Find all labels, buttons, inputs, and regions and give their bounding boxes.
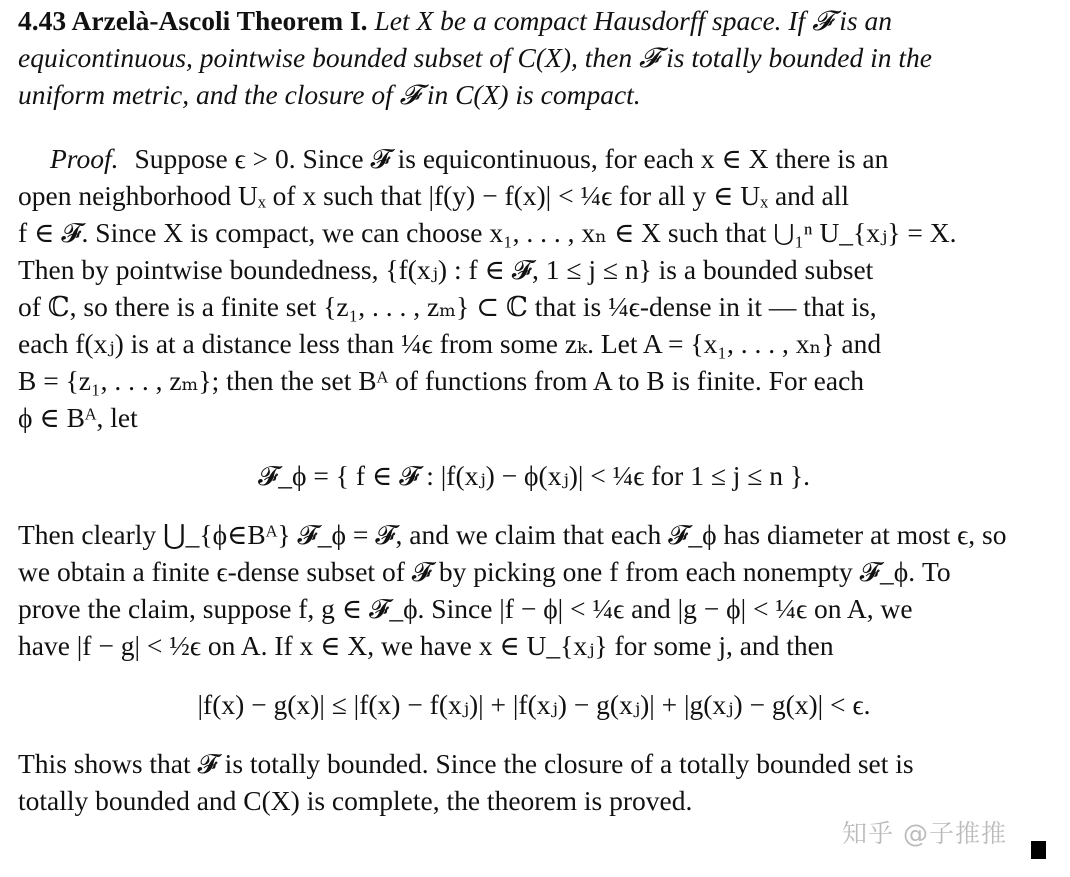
- theorem-line: uniform metric, and the closure of 𝓕 in C(X) is compact.: [18, 79, 641, 110]
- proof-body: [18, 140, 1050, 819]
- textbook-page: [18, 0, 1050, 819]
- proof-line: totally bounded and C(X) is complete, the theorem is proved.: [18, 785, 693, 816]
- proof-line: Then by pointwise boundedness, {f(xⱼ) : f ∈ 𝓕, 1 ≤ j ≤ n} is a bounded subset: [18, 254, 874, 285]
- theorem-line: [18, 2, 1050, 39]
- qed-mark: [1031, 841, 1046, 859]
- proof-line: ϕ ∈ Bᴬ, let: [18, 402, 138, 433]
- display-equation-triangle-inequality: |f(x) − g(x)| ≤ |f(x) − f(xⱼ)| + |f(xⱼ) − g(xⱼ)| + |g(xⱼ) − g(x)| < ϵ.: [197, 689, 871, 720]
- display-equation-f-phi: 𝓕_ϕ = { f ∈ 𝓕 : |f(xⱼ) − ϕ(xⱼ)| < ¼ϵ for 1 ≤ j ≤ n }.: [258, 460, 810, 491]
- watermark: 知乎 @子推推: [842, 819, 1007, 848]
- proof-line: f ∈ 𝓕. Since X is compact, we can choose x₁, . . . , xₙ ∈ X such that ⋃₁ⁿ U_{xⱼ} = X.: [18, 217, 957, 248]
- theorem-label: 4.43 Arzelà-Ascoli Theorem I.: [18, 5, 368, 36]
- proof-line: B = {z₁, . . . , zₘ}; then the set Bᴬ of functions from A to B is finite. For each: [18, 365, 865, 396]
- proof-line: we obtain a finite ϵ-dense subset of 𝓕 by picking one f from each nonempty 𝓕_ϕ. To: [18, 556, 951, 587]
- proof-text: Suppose ϵ > 0. Since 𝓕 is equicontinuous, for each x ∈ X there is an: [134, 143, 889, 174]
- proof-line: prove the claim, suppose f, g ∈ 𝓕_ϕ. Since |f − ϕ| < ¼ϵ and |g − ϕ| < ¼ϵ on A, we: [18, 593, 913, 624]
- proof-line: each f(xⱼ) is at a distance less than ¼ϵ from some zₖ. Let A = {x₁, . . . , xₙ} and: [18, 328, 882, 359]
- proof-label: Proof.: [50, 143, 119, 174]
- proof-line: This shows that 𝓕 is totally bounded. Since the closure of a totally bounded set is: [18, 748, 914, 779]
- proof-line: Then clearly ⋃_{ϕ∈Bᴬ} 𝓕_ϕ = 𝓕, and we claim that each 𝓕_ϕ has diameter at most ϵ, so: [18, 519, 1007, 550]
- proof-line: have |f − g| < ½ϵ on A. If x ∈ X, we have x ∈ U_{xⱼ} for some j, and then: [18, 630, 834, 661]
- proof-line: of ℂ, so there is a finite set {z₁, . . . , zₘ} ⊂ ℂ that is ¼ϵ-dense in it — that is,: [18, 291, 877, 322]
- theorem-text: Let X be a compact Hausdorff space. If 𝓕 is an: [374, 5, 892, 36]
- proof-line: open neighborhood Uₓ of x such that |f(y) − f(x)| < ¼ϵ for all y ∈ Uₓ and all: [18, 180, 850, 211]
- theorem-statement: [18, 2, 1050, 113]
- theorem-line: equicontinuous, pointwise bounded subset of C(X), then 𝓕 is totally bounded in the: [18, 42, 932, 73]
- proof-line: [18, 140, 1050, 177]
